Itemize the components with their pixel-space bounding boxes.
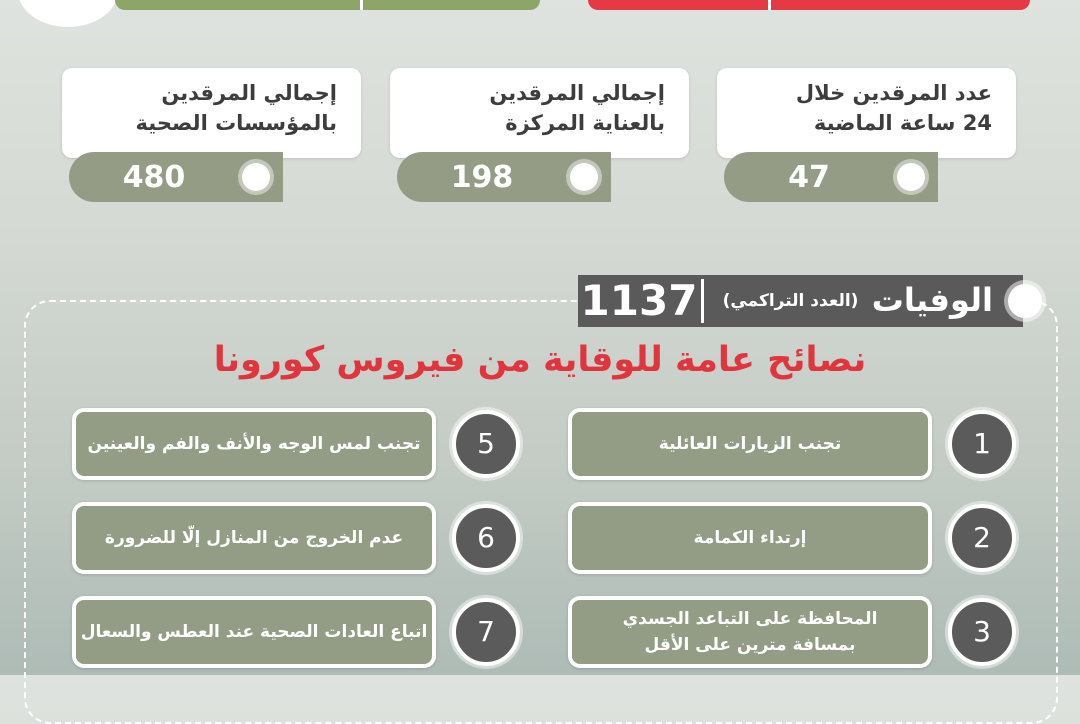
tip-number-badge: 3 [948, 598, 1016, 666]
tip-text: تجنب الزيارات العائلية [658, 434, 842, 454]
stat-value: 198 [450, 160, 514, 195]
tip-number-badge: 5 [452, 410, 520, 478]
top-red-banner [588, 0, 1030, 10]
deaths-divider [701, 279, 704, 323]
top-green-banner [115, 0, 540, 10]
tip-card-1 [568, 408, 932, 480]
stat-dot-icon [897, 163, 925, 191]
stat-label: إجمالي المرقدين بالمؤسسات الصحية [135, 81, 337, 135]
tip-number-badge: 7 [452, 598, 520, 666]
tip-text: عدم الخروج من المنازل إلّا للضرورة [104, 528, 404, 548]
deaths-bar [578, 275, 1023, 327]
advice-title: نصائح عامة للوقاية من فيروس كورونا [213, 340, 867, 380]
tip-text: إرتداء الكمامة [693, 528, 807, 548]
stat-dot-icon [570, 163, 598, 191]
deaths-title: الوفيات [871, 281, 993, 319]
deaths-value: 1137 [580, 276, 698, 325]
tip-text: اتباع العادات الصحية عند العطس والسعال [80, 622, 428, 642]
tip-number-badge: 2 [948, 504, 1016, 572]
tip-card-6 [72, 502, 436, 574]
stat-card-icu [390, 68, 689, 158]
stat-value: 47 [788, 160, 830, 195]
tip-number-badge: 1 [948, 410, 1016, 478]
tip-text: المحافظة على التباعد الجسدي بمسافة مترين على الأقل [622, 609, 878, 655]
tip-text: تجنب لمس الوجه والأنف والفم والعينين [87, 434, 421, 454]
stat-card-24h [717, 68, 1016, 158]
stat-label: عدد المرقدين خلال 24 ساعة الماضية [795, 81, 992, 135]
deaths-dot-icon [1008, 284, 1042, 318]
deaths-subtitle: (العدد التراكمي) [722, 291, 859, 311]
top-circle-decoration [18, 0, 118, 27]
stat-value: 480 [122, 160, 186, 195]
tip-card-3 [568, 596, 932, 668]
tip-number-badge: 6 [452, 504, 520, 572]
tip-card-5 [72, 408, 436, 480]
stat-label: إجمالي المرقدين بالعناية المركزة [489, 81, 665, 135]
stat-card-health [62, 68, 361, 158]
stat-dot-icon [242, 163, 270, 191]
tip-card-7 [72, 596, 436, 668]
tip-card-2 [568, 502, 932, 574]
